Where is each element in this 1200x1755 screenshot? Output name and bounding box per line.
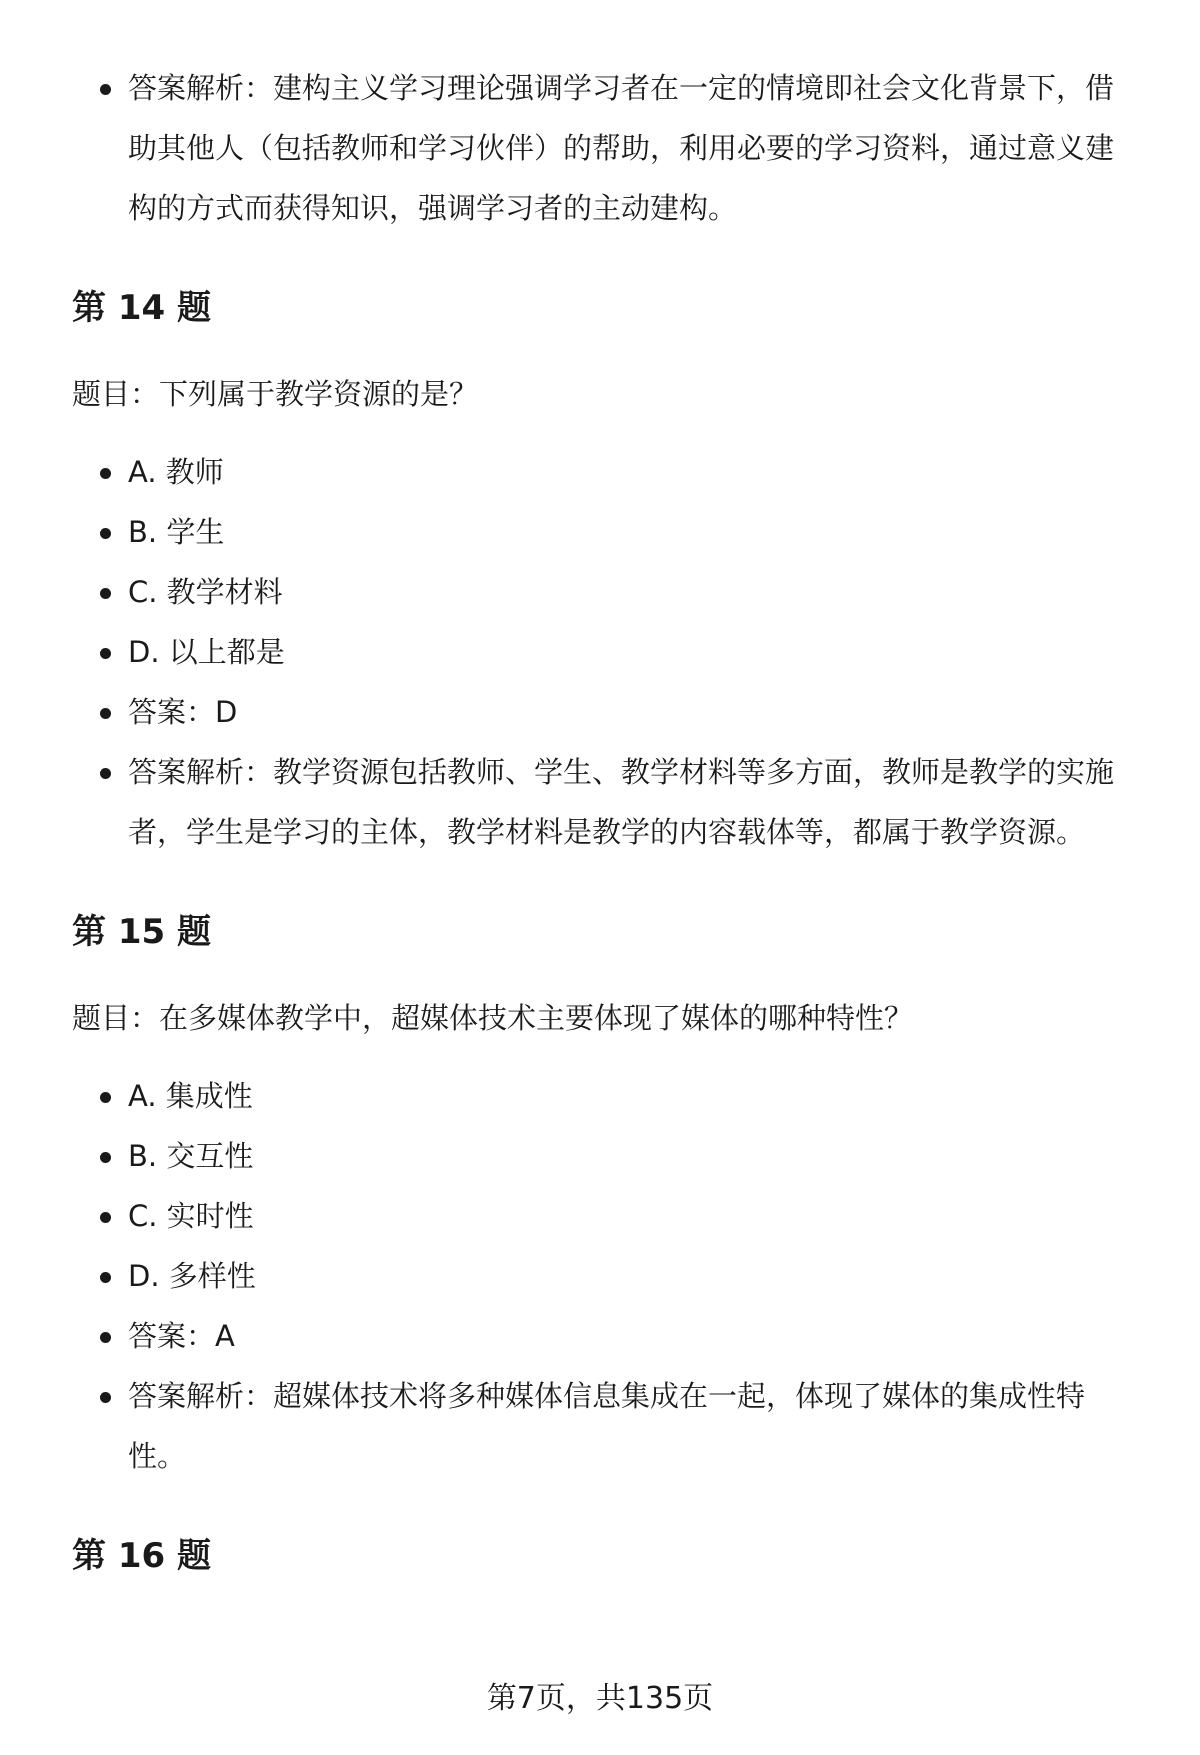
q15-question: 题目：在多媒体教学中，超媒体技术主要体现了媒体的哪种特性？ bbox=[72, 1001, 914, 1035]
q15-option-a: A. 集成性 bbox=[72, 1066, 1132, 1126]
q15-option-b: B. 交互性 bbox=[72, 1126, 1132, 1186]
q15-answer: 答案：A bbox=[72, 1306, 1132, 1366]
q14-list bbox=[72, 442, 1132, 862]
q14-option-b: B. 学生 bbox=[72, 502, 1132, 562]
q15-list bbox=[72, 1066, 1132, 1486]
q14-answer: 答案：D bbox=[72, 682, 1132, 742]
q14-question: 题目：下列属于教学资源的是？ bbox=[72, 377, 479, 411]
q15-option-d: D. 多样性 bbox=[72, 1246, 1132, 1306]
page-number: 第7页，共135页 bbox=[486, 1681, 714, 1716]
q15-heading: 第 15 题 bbox=[72, 912, 211, 952]
q14-explanation: 答案解析：教学资源包括教师、学生、教学材料等多方面，教师是教学的实施者，学生是学习的主体，教学材料是教学的内容载体等，都属于教学资源。 bbox=[72, 742, 1132, 862]
q16-heading: 第 16 题 bbox=[72, 1536, 211, 1576]
q14-option-c: C. 教学材料 bbox=[72, 562, 1132, 622]
q13-list bbox=[72, 58, 1132, 238]
q14-option-a: A. 教师 bbox=[72, 442, 1132, 502]
document-page bbox=[72, 58, 1132, 1618]
q15-option-c: C. 实时性 bbox=[72, 1186, 1132, 1246]
q14-option-d: D. 以上都是 bbox=[72, 622, 1132, 682]
q15-explanation: 答案解析：超媒体技术将多种媒体信息集成在一起，体现了媒体的集成性特性。 bbox=[72, 1366, 1132, 1486]
q14-heading: 第 14 题 bbox=[72, 288, 211, 328]
q13-explanation: 答案解析：建构主义学习理论强调学习者在一定的情境即社会文化背景下，借助其他人（包括教师和学习伙伴）的帮助，利用必要的学习资料，通过意义建构的方式而获得知识，强调学习者的主动建构。 bbox=[72, 58, 1132, 238]
